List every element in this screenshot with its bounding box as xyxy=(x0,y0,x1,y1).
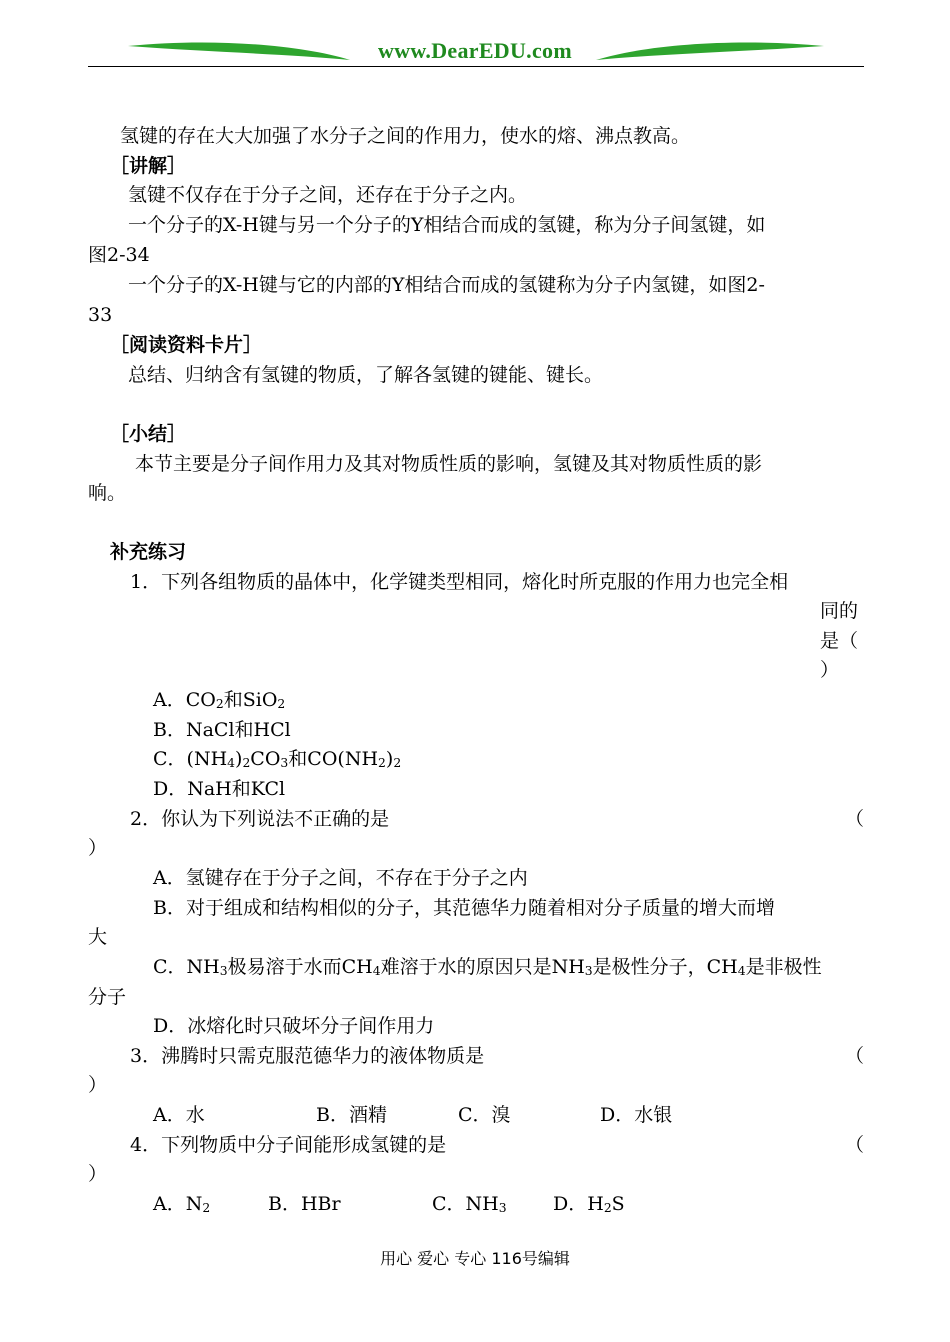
question-3-option-c: C．溴 xyxy=(458,1104,511,1126)
header-rule xyxy=(88,66,864,67)
question-3-option-b: B．酒精 xyxy=(316,1104,387,1126)
question-1-stem-cont-2: 是（ xyxy=(820,630,859,652)
question-1-option-c: C．$(NH_4)_2CO_3$和$CO(NH_2)_2$ xyxy=(153,748,402,770)
question-2-option-a: A．氢键存在于分子之间，不存在于分子之内 xyxy=(153,867,528,889)
question-1-stem: 1．下列各组物质的晶体中，化学键类型相同，熔化时所克服的作用力也完全相 xyxy=(130,571,789,593)
heading-reading-card: ［阅读资料卡片］ xyxy=(110,334,263,356)
question-3-paren-close: ） xyxy=(88,1074,108,1096)
question-4-paren-close: ） xyxy=(88,1163,108,1185)
question-2-paren-open: （ xyxy=(845,808,865,830)
question-4-option-b: B．HBr xyxy=(268,1193,341,1215)
question-2-stem: 2．你认为下列说法不正确的是 xyxy=(130,808,390,830)
question-4-paren-open: （ xyxy=(845,1134,865,1156)
paragraph-2: 氢键不仅存在于分子之间，还存在于分子之内。 xyxy=(128,184,528,206)
question-1-stem-cont-1: 同的 xyxy=(820,600,859,622)
question-1-option-d: D．NaH和KCl xyxy=(153,778,286,800)
paragraph-3-line-1: 一个分子的X-H键与另一个分子的Y相结合而成的氢键，称为分子间氢键，如 xyxy=(128,214,766,236)
paragraph-6-line-1: 本节主要是分子间作用力及其对物质性质的影响，氢键及其对物质性质的影 xyxy=(135,453,763,475)
question-4-option-c: C．$NH_3$ xyxy=(432,1193,507,1215)
site-logo-text: www.DearEDU.com xyxy=(378,38,572,63)
heading-summary: ［小结］ xyxy=(110,423,187,445)
question-2-option-b-line-2: 大 xyxy=(88,926,108,948)
question-2-paren-close: ） xyxy=(88,837,108,859)
paragraph-6-line-2: 响。 xyxy=(88,482,127,504)
heading-exercises: 补充练习 xyxy=(110,541,187,563)
question-3-paren-open: （ xyxy=(845,1045,865,1067)
question-4-option-d: D．$H_2S$ xyxy=(553,1193,625,1215)
question-3-option-a: A．水 xyxy=(153,1104,205,1126)
question-2-option-d: D．冰熔化时只破坏分子间作用力 xyxy=(153,1015,435,1037)
question-4-stem: 4．下列物质中分子间能形成氢键的是 xyxy=(130,1134,447,1156)
question-1-option-b: B．NaCl和HCl xyxy=(153,719,291,741)
question-1-option-a: A．$CO_2$和SiO$_2$ xyxy=(153,689,286,711)
paragraph-5: 总结、归纳含有氢键的物质，了解各氢键的键能、键长。 xyxy=(128,364,604,386)
paragraph-4-line-2: 33 xyxy=(88,304,113,326)
paragraph-4-line-1: 一个分子的X-H键与它的内部的Y相结合而成的氢键称为分子内氢键，如图2- xyxy=(128,274,765,296)
question-4-option-a: A．$N_2$ xyxy=(153,1193,211,1215)
question-1-stem-cont-3: ） xyxy=(820,659,840,681)
paragraph-1: 氢键的存在大大加强了水分子之间的作用力，使水的熔、沸点教高。 xyxy=(120,125,691,147)
paragraph-3-line-2: 图2-34 xyxy=(88,244,150,266)
heading-explain: ［讲解］ xyxy=(110,155,187,177)
question-3-stem: 3．沸腾时只需克服范德华力的液体物质是 xyxy=(130,1045,485,1067)
question-2-option-b-line-1: B．对于组成和结构相似的分子，其范德华力随着相对分子质量的增大而增 xyxy=(153,897,775,919)
question-2-option-c-line-1: C．$NH_3$极易溶于水而$CH_4$难溶于水的原因只是$NH_3$是极性分子，$CH_4$是非极性 xyxy=(153,956,822,978)
question-2-option-c-line-2: 分子 xyxy=(88,986,127,1008)
question-3-option-d: D．水银 xyxy=(600,1104,673,1126)
page-footer: 用心 爱心 专心 116号编辑 xyxy=(380,1249,570,1268)
